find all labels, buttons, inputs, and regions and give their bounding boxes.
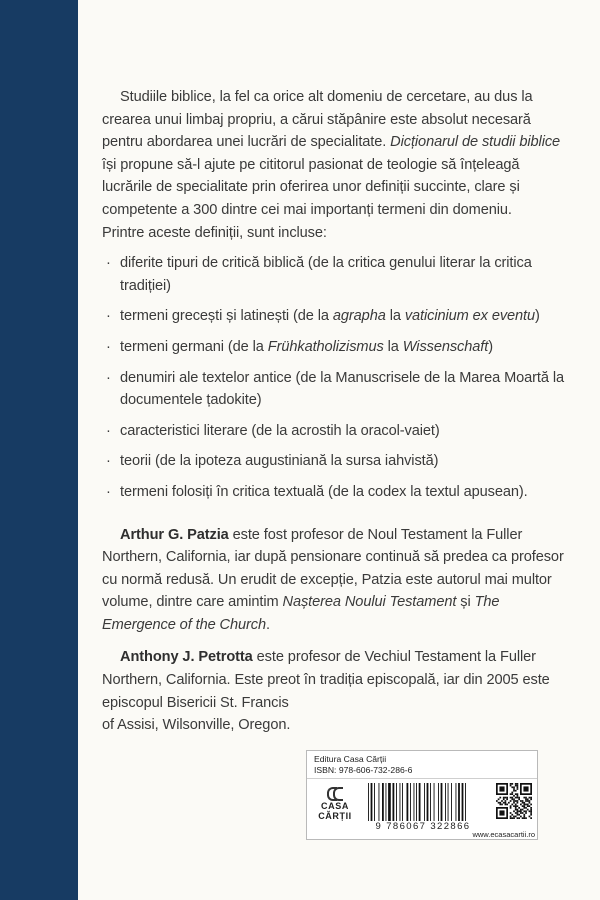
publisher-name: Editura Casa Cărții bbox=[314, 754, 387, 764]
author-bios bbox=[102, 524, 572, 737]
bullet-icon: · bbox=[106, 483, 111, 500]
book-title-italic: Dicționarul de studii biblice bbox=[390, 134, 561, 151]
intro-paragraph bbox=[102, 86, 572, 222]
publisher-logo: CASA CĂRȚII bbox=[315, 785, 355, 821]
bullet-icon: · bbox=[106, 338, 111, 355]
author-bio-patzia: Arthur G. Patzia este fost profesor de Noul Testament la Fuller Northern, California, iar după pensionare continuă să predea ca profesor cu normă redusă. Un erudit de excepție, Patzia este autorul mai multor volume, dintre care amintim Nașterea Noului Testament și The Emergence of the Church. bbox=[102, 526, 564, 633]
book-logo-icon bbox=[325, 785, 345, 799]
intro-text-continued: își propune să-l ajute pe cititorul pasionat de teologie să înțeleagă lucrările de specialitate prin oferirea unor definiții succinte, clare și competente a 300 dintre cei mai importanți termeni din domeniu. bbox=[102, 156, 520, 218]
author-bio-petrotta: Anthony J. Petrotta este profesor de Vechiul Testament la Fuller Northern, California. Este preot în tradiția episcopală, iar din 2005 este episcopul Bisericii St. Francis of Assisi, Wilsonville, Oregon. bbox=[102, 649, 550, 734]
bullet-icon: · bbox=[106, 255, 111, 272]
barcode-number: 9 786067 322866 bbox=[375, 821, 471, 832]
list-intro: Printre aceste definiții, sunt incluse: bbox=[102, 224, 327, 241]
author-name: Anthony J. Petrotta bbox=[120, 649, 253, 666]
author-name: Arthur G. Patzia bbox=[120, 526, 229, 543]
list-item: · teorii (de la ipoteza augustiniană la sursa iahvistă) bbox=[102, 450, 572, 473]
back-cover-text bbox=[102, 86, 572, 737]
bullet-icon: · bbox=[106, 422, 111, 439]
isbn-text: ISBN: 978-606-732-286-6 bbox=[314, 765, 413, 775]
website-link[interactable]: www.ecasacartii.ro bbox=[472, 830, 535, 839]
list-item: · denumiri ale textelor antice (de la Manuscrisele de la Marea Moartă la documentele țadokite) bbox=[102, 367, 572, 412]
colophon-box bbox=[306, 750, 538, 840]
qr-code-icon bbox=[496, 783, 532, 819]
list-item: · diferite tipuri de critică biblică (de la critica genului literar la critica tradiției) bbox=[102, 252, 572, 297]
list-item: · termeni germani (de la Frühkatholizismus la Wissenschaft) bbox=[102, 336, 572, 359]
list-item: · termeni grecești și latinești (de la agrapha la vaticinium ex eventu) bbox=[102, 305, 572, 328]
list-item: · caracteristici literare (de la acrostih la oracol-vaiet) bbox=[102, 420, 572, 443]
bullet-icon: · bbox=[106, 453, 111, 470]
bullet-icon: · bbox=[106, 369, 111, 386]
cover-blue-band bbox=[0, 0, 78, 900]
barcode-icon bbox=[367, 783, 485, 821]
list-item: · termeni folosiți în critica textuală (de la codex la textul apusean). bbox=[102, 481, 572, 504]
divider bbox=[307, 778, 537, 779]
bullet-icon: · bbox=[106, 308, 111, 325]
intro-text: Studiile biblice, la fel ca orice alt domeniu de cercetare, au dus la crearea unui limbaj propriu, a cărui stăpânire este absolut necesară pentru abordarea unei lucrări de specialitate. bbox=[102, 89, 533, 151]
definitions-list bbox=[102, 252, 572, 503]
